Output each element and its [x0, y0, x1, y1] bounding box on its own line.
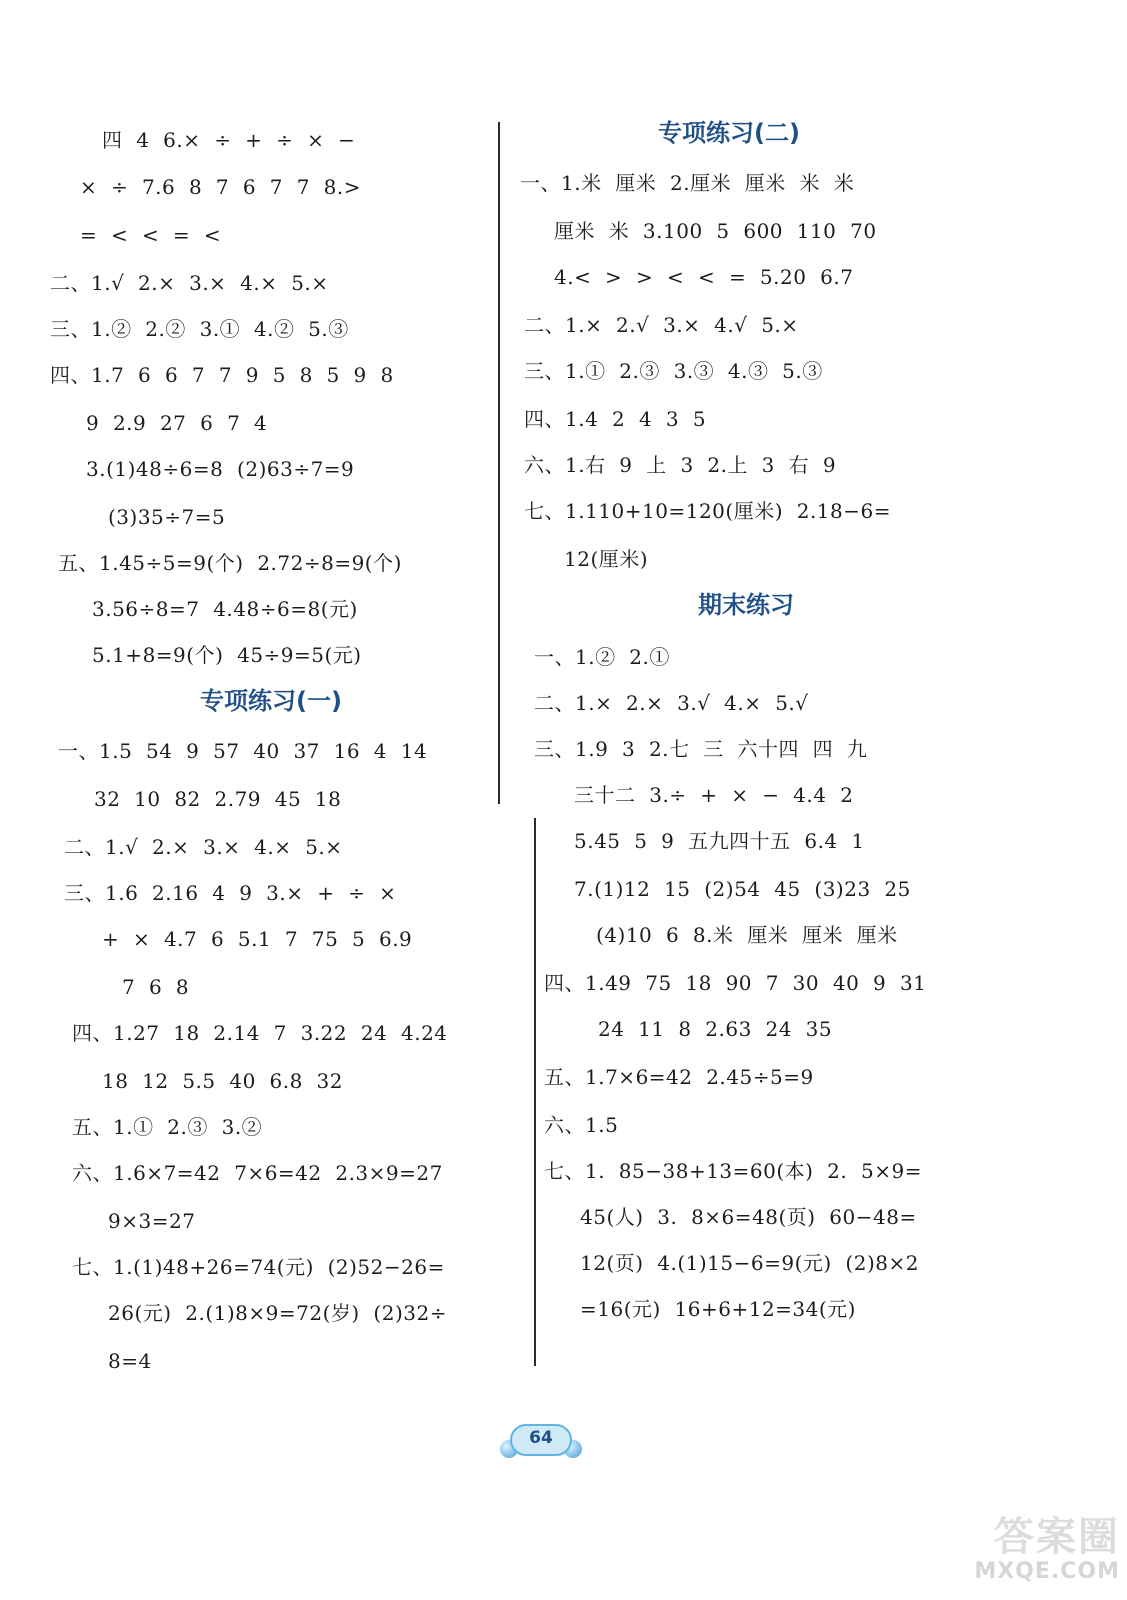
answer-line: (3)35÷7=5: [108, 505, 226, 529]
answer-line: 4.< > > < < = 5.20 6.7: [554, 265, 854, 289]
answer-line: 二、1.× 2.× 3.√ 4.× 5.√: [534, 691, 809, 715]
answer-line: 9 2.9 27 6 7 4: [86, 411, 268, 435]
answer-line: 二、1.× 2.√ 3.× 4.√ 5.×: [524, 313, 799, 337]
answer-line: 六、1.6×7=42 7×6=42 2.3×9=27: [72, 1161, 443, 1185]
answer-line: 24 11 8 2.63 24 35: [598, 1017, 833, 1041]
answer-line: 三十二 3.÷ + × − 4.4 2: [574, 783, 854, 807]
answer-line: 三、1.① 2.③ 3.③ 4.③ 5.③: [524, 359, 823, 383]
answer-line: 六、1.5: [544, 1113, 619, 1137]
answer-line: 三、1.6 2.16 4 9 3.× + ÷ ×: [64, 881, 397, 905]
answer-line: 5.1+8=9(个) 45÷9=5(元): [92, 643, 362, 667]
answer-line: 5.45 5 9 五九四十五 6.4 1: [574, 829, 865, 853]
answer-line: 3.56÷8=7 4.48÷6=8(元): [92, 597, 358, 621]
answer-line: (4)10 6 8.米 厘米 厘米 厘米: [596, 923, 898, 947]
answer-line: 7.(1)12 15 (2)54 45 (3)23 25: [574, 877, 911, 901]
section-heading: 专项练习(一): [200, 687, 342, 715]
answer-line: 45(人) 3. 8×6=48(页) 60−48=: [580, 1205, 917, 1229]
answer-line: 二、1.√ 2.× 3.× 4.× 5.×: [64, 835, 343, 859]
answer-line: 四、1.27 18 2.14 7 3.22 24 4.24: [72, 1021, 448, 1045]
watermark-logo-text: 答案圈: [994, 1514, 1120, 1560]
answer-line: 四 4 6.× ÷ + ÷ × −: [102, 128, 356, 152]
column-divider-lower: [534, 818, 536, 1366]
answer-line: 32 10 82 2.79 45 18: [94, 787, 342, 811]
answer-line: 9×3=27: [108, 1209, 196, 1233]
answer-line: + × 4.7 6 5.1 7 75 5 6.9: [102, 927, 413, 951]
answer-line: 四、1.4 2 4 3 5: [524, 407, 707, 431]
answer-line: 12(厘米): [564, 547, 649, 571]
answer-line: 七、1. 85−38+13=60(本) 2. 5×9=: [544, 1159, 922, 1183]
answer-line: 五、1.7×6=42 2.45÷5=9: [544, 1065, 814, 1089]
answer-line: 一、1.5 54 9 57 40 37 16 4 14: [58, 739, 428, 763]
answer-line: 18 12 5.5 40 6.8 32: [102, 1069, 343, 1093]
answer-line: 七、1.110+10=120(厘米) 2.18−6=: [524, 499, 891, 523]
column-divider-upper: [498, 122, 500, 804]
section-heading: 期末练习: [698, 591, 794, 619]
answer-line: 七、1.(1)48+26=74(元) (2)52−26=: [72, 1255, 445, 1279]
answer-line: = < < = <: [80, 223, 222, 247]
answer-line: 二、1.√ 2.× 3.× 4.× 5.×: [50, 271, 329, 295]
answer-line: 8=4: [108, 1349, 152, 1373]
answer-line: 五、1.45÷5=9(个) 2.72÷8=9(个): [58, 551, 402, 575]
page-number: 64: [529, 1428, 553, 1448]
watermark-url: MXQE.COM: [974, 1559, 1120, 1584]
page-number-badge: [500, 1420, 582, 1460]
answer-line: 3.(1)48÷6=8 (2)63÷7=9: [86, 457, 355, 481]
answer-line: 六、1.右 9 上 3 2.上 3 右 9: [524, 453, 837, 477]
answer-line: 三、1.9 3 2.七 三 六十四 四 九: [534, 737, 868, 761]
answer-line: 一、1.米 厘米 2.厘米 厘米 米 米: [520, 171, 855, 195]
section-heading: 专项练习(二): [658, 119, 800, 147]
answer-line: 五、1.① 2.③ 3.②: [72, 1115, 263, 1139]
answer-line: =16(元) 16+6+12=34(元): [580, 1297, 856, 1321]
answer-line: × ÷ 7.6 8 7 6 7 7 8.>: [80, 175, 362, 199]
answer-line: 26(元) 2.(1)8×9=72(岁) (2)32÷: [108, 1301, 447, 1325]
answer-line: 12(页) 4.(1)15−6=9(元) (2)8×2: [580, 1251, 919, 1275]
watermark: [930, 1505, 1120, 1595]
answer-line: 四、1.49 75 18 90 7 30 40 9 31: [544, 971, 927, 995]
answer-line: 厘米 米 3.100 5 600 110 70: [554, 219, 877, 243]
answer-line: 四、1.7 6 6 7 7 9 5 8 5 9 8: [50, 363, 394, 387]
answer-line: 7 6 8: [122, 975, 190, 999]
answer-line: 一、1.② 2.①: [534, 645, 670, 669]
answer-line: 三、1.② 2.② 3.① 4.② 5.③: [50, 317, 349, 341]
